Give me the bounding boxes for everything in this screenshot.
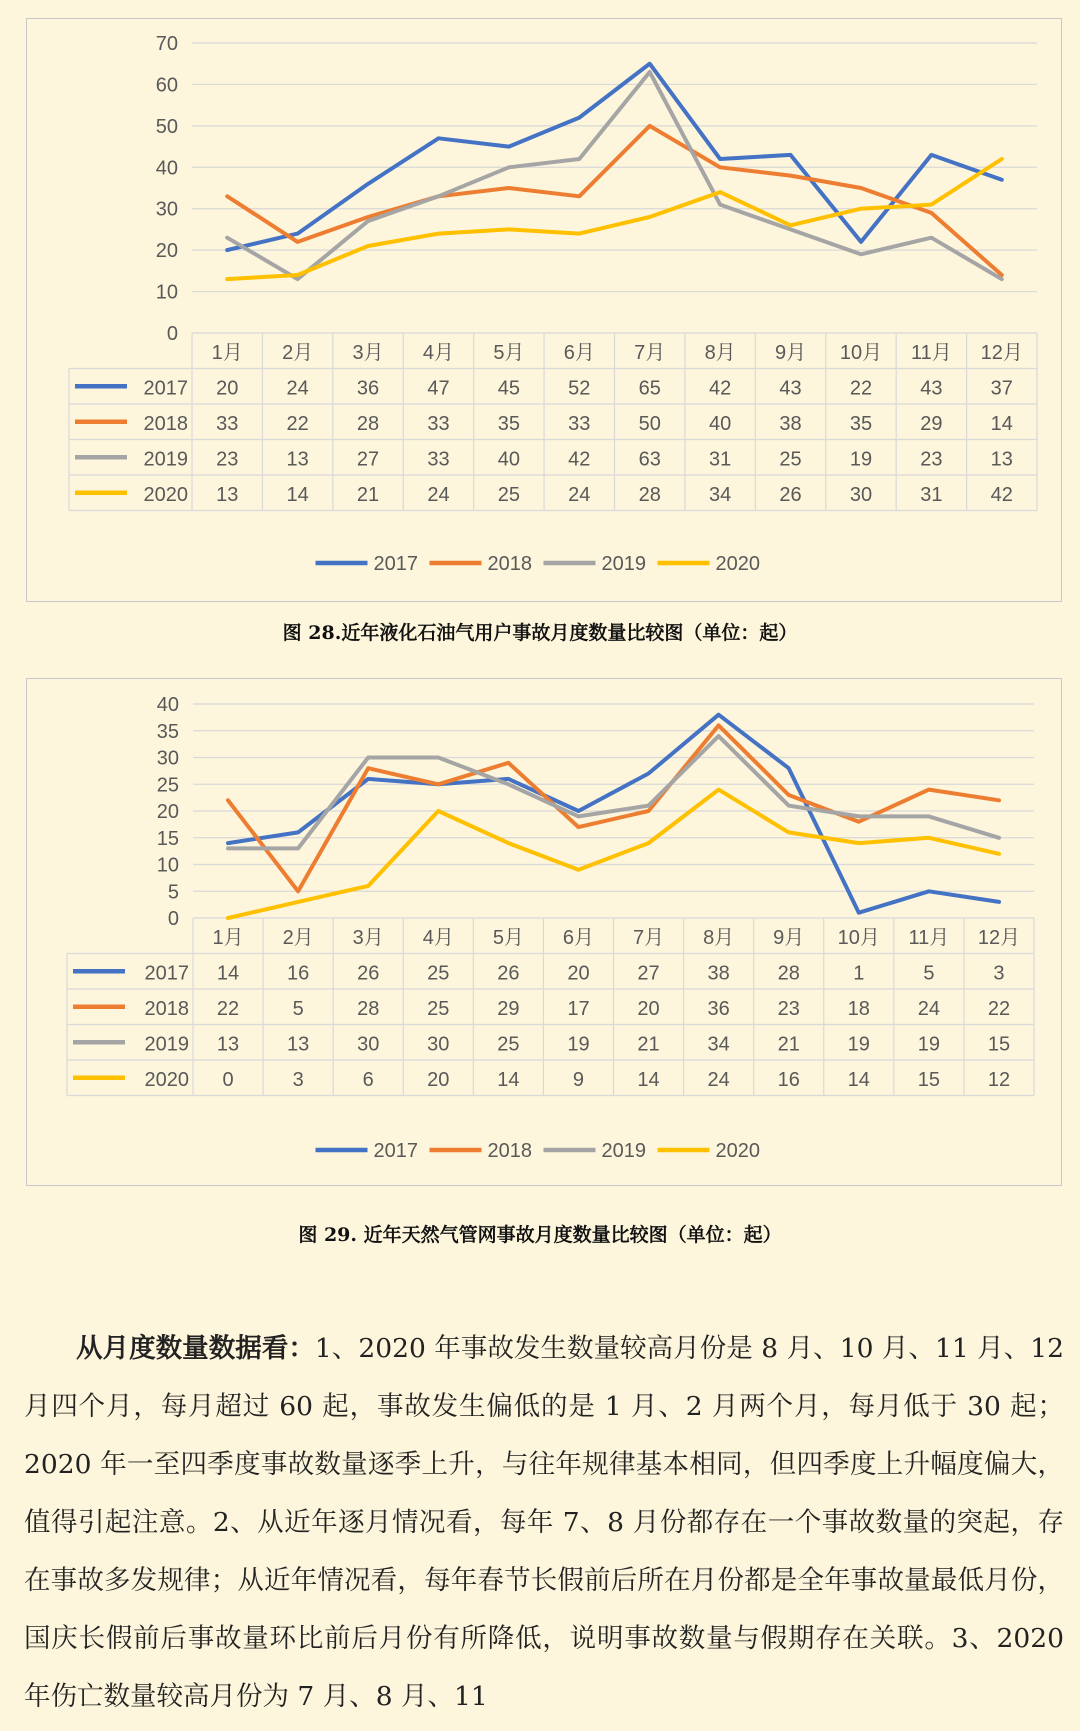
chart-1-y-tick-label: 30	[155, 198, 178, 221]
chart-1-table-series-name: 2019	[143, 448, 188, 471]
chart-1-data-label: 25	[779, 448, 802, 471]
chart-1-data-label: 26	[779, 483, 802, 506]
chart-1-legend-label: 2019	[601, 553, 646, 575]
chart-1-data-label: 13	[286, 448, 309, 471]
chart-2-data-label: 17	[567, 997, 590, 1020]
chart-2-data-label: 19	[567, 1033, 590, 1056]
chart-2-x-tick-label: 3月	[352, 926, 384, 949]
chart-2-data-label: 15	[987, 1033, 1011, 1056]
chart-1-data-label: 38	[779, 412, 802, 435]
chart-1-data-label: 33	[427, 412, 450, 435]
chart-2-caption: 图 29. 近年天然气管网事故月度数量比较图（单位：起）	[298, 1224, 782, 1246]
chart-1-y-tick-label: 20	[155, 240, 178, 263]
chart-2-y-tick-label: 25	[156, 774, 179, 797]
chart-1-data-label: 33	[216, 412, 239, 435]
chart-1-data-label: 43	[779, 377, 802, 400]
chart-2-data-label: 21	[777, 1033, 800, 1056]
chart-1-data-label: 40	[709, 412, 732, 435]
chart-1-data-label: 19	[849, 448, 873, 471]
chart-1-data-label: 20	[216, 377, 239, 400]
chart-1-data-label: 24	[568, 483, 591, 506]
chart-1-data-label: 43	[920, 377, 943, 400]
chart-1-series-line	[227, 72, 1002, 279]
chart-2-data-label: 14	[497, 1068, 520, 1091]
chart-2-y-tick-label: 40	[156, 694, 179, 716]
chart-2-data-label: 0	[222, 1068, 234, 1091]
chart-1-data-label: 34	[709, 483, 732, 506]
chart-1-data-label: 13	[990, 448, 1013, 471]
chart-2-y-tick-label: 15	[156, 827, 179, 850]
chart-1-table-series-name: 2017	[143, 377, 188, 400]
chart-2-data-label: 20	[637, 997, 660, 1020]
chart-2-data-label: 24	[917, 997, 940, 1020]
chart-2-data-label: 25	[427, 962, 450, 985]
chart-2-table-series-name: 2017	[144, 962, 189, 985]
chart-2-data-label: 18	[847, 997, 870, 1020]
chart-2-data-label: 26	[497, 962, 520, 985]
chart-1-data-label: 28	[638, 483, 661, 506]
chart-1-data-label: 25	[497, 483, 520, 506]
chart-1-y-tick-label: 10	[155, 281, 178, 304]
chart-2-data-label: 28	[357, 997, 380, 1020]
chart-2-data-label: 14	[216, 962, 240, 985]
chart-2-data-label: 16	[777, 1068, 800, 1091]
chart-1-table-series-name: 2020	[143, 483, 188, 506]
chart-2-legend-label: 2019	[601, 1140, 646, 1162]
chart-2-data-label: 5	[923, 962, 935, 985]
chart-2-x-tick-label: 8月	[703, 926, 735, 949]
chart-2-y-tick-label: 5	[167, 881, 179, 904]
chart-1-data-label: 65	[638, 377, 661, 400]
chart-1-data-label: 14	[990, 412, 1013, 435]
chart-1-data-label: 31	[920, 483, 943, 506]
chart-2-table-series-name: 2020	[144, 1068, 189, 1091]
chart-1-legend-label: 2017	[373, 553, 418, 575]
chart-2-x-tick-label: 12月	[977, 926, 1021, 949]
chart-2-data-label: 26	[357, 962, 380, 985]
chart-2-data-label: 27	[637, 962, 660, 985]
chart-2-data-label: 21	[637, 1033, 660, 1056]
chart-1-x-tick-label: 9月	[774, 341, 807, 364]
chart-1-data-label: 22	[849, 377, 873, 400]
chart-2	[27, 679, 1060, 1184]
chart-1-caption: 图 28.近年液化石油气用户事故月度数量比较图（单位：起）	[282, 622, 798, 644]
chart-1-data-label: 50	[638, 412, 661, 435]
chart-2-panel	[26, 678, 1062, 1186]
chart-2-x-tick-label: 10月	[837, 926, 880, 949]
chart-2-y-tick-label: 20	[156, 801, 179, 823]
chart-1-data-label: 23	[920, 448, 943, 471]
chart-1-x-tick-label: 2月	[282, 341, 314, 364]
chart-1-data-label: 33	[427, 448, 450, 471]
chart-1-panel	[26, 18, 1062, 602]
chart-2-data-label: 30	[427, 1033, 450, 1056]
chart-1-x-tick-label: 6月	[563, 341, 595, 364]
chart-1-data-label: 37	[990, 377, 1013, 400]
chart-2-table-series-name: 2019	[144, 1033, 189, 1056]
analysis-paragraph	[24, 1320, 1064, 1726]
chart-2-x-tick-label: 6月	[562, 926, 595, 949]
chart-2-data-label: 13	[216, 1033, 240, 1056]
chart-2-x-tick-label: 5月	[492, 926, 524, 949]
chart-1-table-series-name: 2018	[143, 412, 188, 435]
chart-1-data-label: 36	[356, 377, 380, 400]
chart-1-y-tick-label: 0	[166, 323, 178, 345]
chart-2-data-label: 3	[292, 1068, 304, 1091]
chart-1-data-label: 23	[216, 448, 239, 471]
chart-1-data-label: 14	[286, 483, 309, 506]
chart-2-series-line	[228, 725, 999, 891]
chart-2-x-tick-label: 1月	[212, 926, 244, 949]
chart-1-x-tick-label: 12月	[980, 341, 1023, 364]
chart-1-data-label: 45	[497, 377, 520, 400]
chart-1-data-label: 24	[427, 483, 450, 506]
chart-1-data-label: 63	[638, 448, 661, 471]
chart-2-y-tick-label: 0	[167, 908, 179, 930]
chart-1-x-tick-label: 11月	[910, 341, 952, 364]
chart-2-data-label: 25	[427, 997, 450, 1020]
chart-2-data-label: 15	[917, 1068, 940, 1091]
chart-2-data-label: 19	[917, 1033, 940, 1056]
chart-2-data-label: 23	[777, 997, 800, 1020]
chart-2-data-label: 3	[993, 962, 1005, 985]
chart-1-data-label: 47	[427, 377, 450, 400]
chart-1-y-tick-label: 40	[155, 157, 178, 180]
chart-2-data-label: 5	[292, 997, 304, 1020]
chart-1-data-label: 22	[286, 412, 309, 435]
chart-2-data-label: 14	[637, 1068, 660, 1091]
chart-1-data-label: 40	[497, 448, 520, 471]
chart-2-x-tick-label: 9月	[773, 926, 805, 949]
chart-2-data-label: 28	[777, 962, 800, 985]
chart-1-data-label: 42	[568, 448, 591, 471]
chart-2-data-label: 14	[847, 1068, 870, 1091]
chart-1-data-label: 42	[990, 483, 1013, 506]
chart-1-x-tick-label: 1月	[211, 341, 243, 364]
chart-2-data-label: 1	[853, 962, 865, 985]
chart-1-data-label: 31	[709, 448, 732, 471]
chart-2-data-label: 19	[847, 1033, 870, 1056]
chart-2-data-label: 30	[357, 1033, 380, 1056]
chart-1-legend-label: 2020	[715, 553, 760, 575]
chart-1-data-label: 35	[849, 412, 873, 435]
chart-1-data-label: 30	[849, 483, 873, 506]
chart-1-y-tick-label: 70	[155, 33, 178, 55]
chart-1-data-label: 42	[709, 377, 732, 400]
chart-2-data-label: 22	[216, 997, 240, 1020]
chart-2-x-tick-label: 11月	[908, 926, 950, 949]
chart-2-table-series-name: 2018	[144, 997, 189, 1020]
chart-2-data-label: 6	[362, 1068, 374, 1091]
chart-1-data-label: 35	[497, 412, 520, 435]
chart-1-y-tick-label: 50	[155, 115, 178, 138]
chart-2-data-label: 9	[572, 1068, 585, 1091]
chart-1-data-label: 28	[356, 412, 380, 435]
chart-2-data-label: 24	[707, 1068, 730, 1091]
chart-1-x-tick-label: 7月	[634, 341, 666, 364]
chart-1-y-tick-label: 60	[155, 74, 178, 97]
chart-2-y-tick-label: 30	[156, 747, 179, 770]
chart-1-x-tick-label: 8月	[704, 341, 736, 364]
chart-2-x-tick-label: 4月	[422, 926, 454, 949]
chart-2-data-label: 36	[707, 997, 730, 1020]
chart-2-legend-label: 2020	[715, 1140, 760, 1162]
chart-2-data-label: 25	[497, 1033, 520, 1056]
chart-1-legend-label: 2018	[487, 553, 532, 575]
chart-1-x-tick-label: 10月	[839, 341, 883, 364]
chart-1-x-tick-label: 3月	[352, 341, 384, 364]
chart-2-data-label: 16	[287, 962, 310, 985]
chart-2-data-label: 13	[287, 1033, 310, 1056]
chart-2-data-label: 20	[427, 1068, 450, 1091]
chart-1-series-line	[227, 159, 1002, 279]
chart-1-data-label: 27	[356, 448, 380, 471]
chart-2-x-tick-label: 2月	[282, 926, 314, 949]
paragraph-body: 1、2020 年事故发生数量较高月份是 8 月、10 月、11 月、12 月四个月，每月超过 60 起，事故发生偏低的是 1 月、2 月两个月，每月低于 30 起；2020 年一至四季度事故数量逐季上升，与往年规律基本相同，但四季度上升幅度偏大，值得引起注意。2、从近年逐月情况看，每年 7、8 月份都存在一个事故数量的突起，存在事故多发规律；从近年情况看，每年春节长假前后所在月份都是全年事故量最低月份，国庆长假前后事故量环比前后月份有所降低，说明事故数量与假期存在关联。3、2020 年伤亡数量较高月份为 7 月、8 月、11	[24, 1333, 1064, 1712]
chart-1-data-label: 13	[216, 483, 239, 506]
chart-2-data-label: 22	[987, 997, 1011, 1020]
chart-2-data-label: 38	[707, 962, 730, 985]
paragraph-lead: 从月度数量数据看：	[76, 1333, 315, 1364]
chart-2-data-label: 29	[497, 997, 520, 1020]
chart-1-x-tick-label: 4月	[422, 341, 455, 364]
chart-2-data-label: 12	[987, 1068, 1011, 1091]
chart-2-legend-label: 2018	[487, 1140, 532, 1162]
chart-1-data-label: 21	[356, 483, 380, 506]
chart-2-x-tick-label: 7月	[632, 926, 665, 949]
chart-1-data-label: 33	[568, 412, 591, 435]
chart-1-x-tick-label: 5月	[493, 341, 525, 364]
chart-1-data-label: 52	[568, 377, 591, 400]
chart-2-data-label: 20	[567, 962, 590, 985]
chart-1-data-label: 24	[286, 377, 309, 400]
chart-2-data-label: 34	[707, 1033, 730, 1056]
chart-2-legend-label: 2017	[373, 1140, 418, 1162]
chart-1	[27, 19, 1060, 600]
chart-1-series-line	[227, 64, 1002, 250]
chart-2-y-tick-label: 35	[156, 720, 179, 743]
chart-1-data-label: 29	[920, 412, 943, 435]
chart-2-y-tick-label: 10	[156, 854, 179, 877]
